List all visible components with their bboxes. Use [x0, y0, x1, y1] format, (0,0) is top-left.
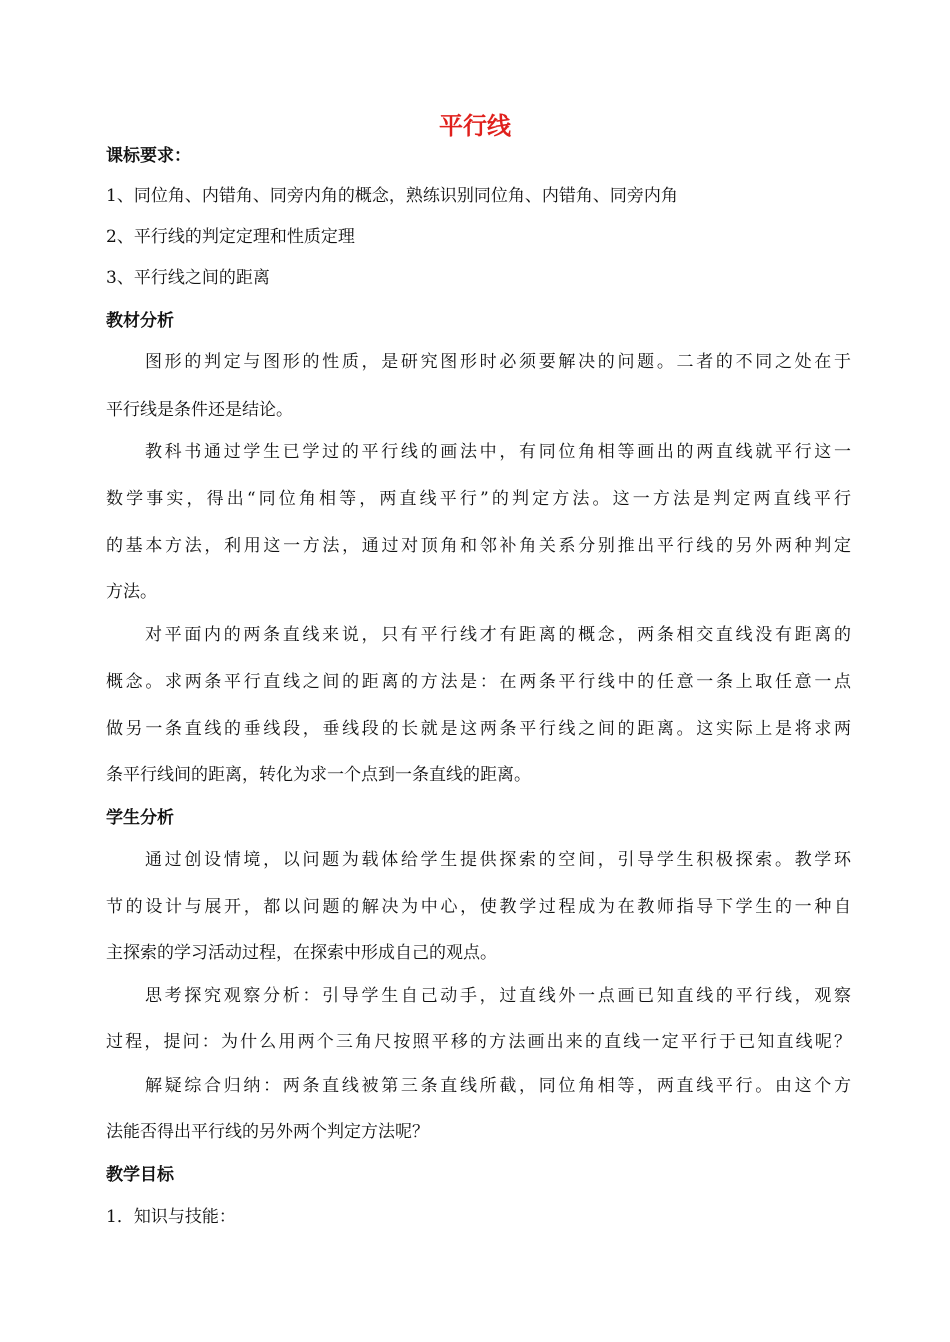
textbook-p3-line-3: 做另一条直线的垂线段，垂线段的长就是这两条平行线之间的距离。这实际上是将求两: [106, 719, 851, 739]
textbook-p2-line-1: 教科书通过学生已学过的平行线的画法中，有同位角相等画出的两直线就平行这一: [145, 442, 851, 462]
standards-item-2: 2、平行线的判定定理和性质定理: [106, 227, 355, 247]
textbook-p2-line-2: 数学事实，得出“同位角相等，两直线平行”的判定方法。这一方法是判定两直线平行: [106, 489, 851, 509]
students-p1-line-2: 节的设计与展开，都以问题的解决为中心，使教学过程成为在教师指导下学生的一种自: [106, 897, 851, 917]
students-p2-line-1: 思考探究观察分析：引导学生自己动手，过直线外一点画已知直线的平行线，观察: [145, 986, 851, 1006]
textbook-p2-line-3: 的基本方法，利用这一方法，通过对顶角和邻补角关系分别推出平行线的另外两种判定: [106, 536, 851, 556]
standards-item-3: 3、平行线之间的距离: [106, 268, 270, 288]
textbook-p1-line-1: 图形的判定与图形的性质，是研究图形时必须要解决的问题。二者的不同之处在于: [145, 352, 851, 372]
section-heading-textbook: 教材分析: [106, 311, 174, 331]
students-p1-line-3: 主探索的学习活动过程，在探索中形成自己的观点。: [106, 943, 497, 963]
section-heading-goals: 教学目标: [106, 1165, 174, 1185]
document-title: 平行线: [439, 112, 511, 140]
textbook-p3-line-2: 概念。求两条平行直线之间的距离的方法是：在两条平行线中的任意一条上取任意一点: [106, 672, 851, 692]
students-p3-line-2: 法能否得出平行线的另外两个判定方法呢？: [106, 1122, 429, 1142]
textbook-p3-line-1: 对平面内的两条直线来说，只有平行线才有距离的概念，两条相交直线没有距离的: [145, 625, 851, 645]
section-heading-students: 学生分析: [106, 808, 174, 828]
students-p3-line-1: 解疑综合归纳：两条直线被第三条直线所截，同位角相等，两直线平行。由这个方: [145, 1076, 851, 1096]
students-p2-line-2: 过程，提问：为什么用两个三角尺按照平移的方法画出来的直线一定平行于已知直线呢？: [106, 1032, 851, 1052]
textbook-p2-line-4: 方法。: [106, 582, 157, 602]
textbook-p3-line-4: 条平行线间的距离，转化为求一个点到一条直线的距离。: [106, 765, 531, 785]
section-heading-standards: 课标要求：: [106, 146, 191, 166]
goals-item-1: 1．知识与技能：: [106, 1207, 236, 1227]
students-p1-line-1: 通过创设情境，以问题为载体给学生提供探索的空间，引导学生积极探索。教学环: [145, 850, 851, 870]
textbook-p1-line-2: 平行线是条件还是结论。: [106, 400, 293, 420]
standards-item-1: 1、同位角、内错角、同旁内角的概念，熟练识别同位角、内错角、同旁内角: [106, 186, 678, 206]
